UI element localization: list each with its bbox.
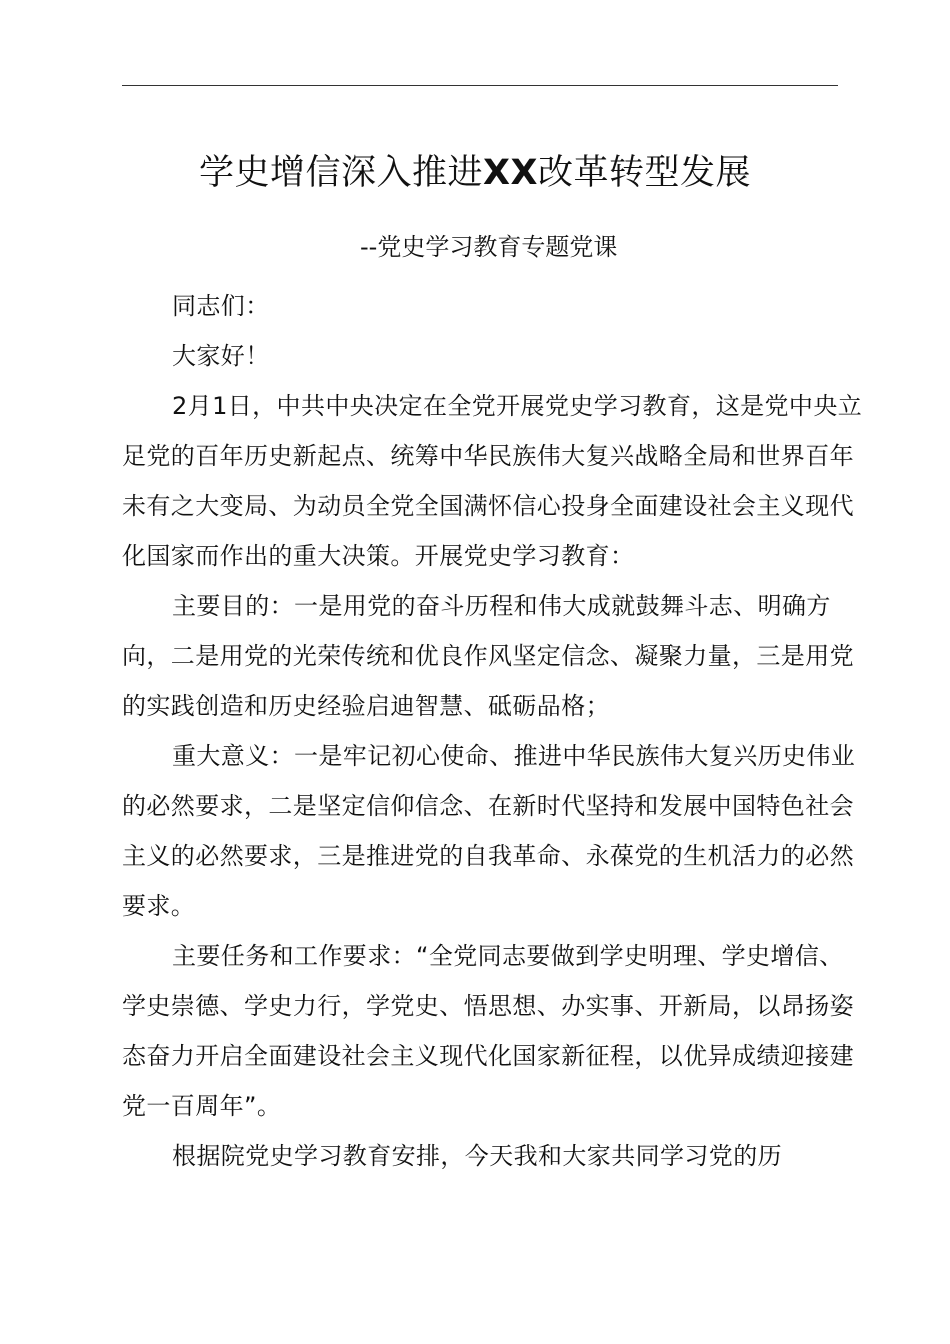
document-subtitle: --党史学习教育专题党课 <box>360 233 618 261</box>
purpose-paragraph: 主要目的：一是用党的奋斗历程和伟大成就鼓舞斗志、明确方向，二是用党的光荣传统和优良作风坚定信念、凝聚力量，三是用党的实践创造和历史经验启迪智慧、砥砺品格； <box>122 592 854 720</box>
header-rule <box>122 85 838 86</box>
document-title <box>0 148 950 198</box>
document-body <box>122 281 867 1181</box>
title-prefix: 学史增信深入推进 <box>198 153 483 193</box>
tasks-paragraph: 主要任务和工作要求：“全党同志要做到学史明理、学史增信、学史崇德、学史力行，学党史、悟思想、办实事、开新局，以昂扬姿态奋力开启全面建设社会主义现代化国家新征程，以优异成绩迎接建党一百周年”。 <box>122 942 854 1120</box>
significance-paragraph: 重大意义：一是牢记初心使命、推进中华民族伟大复兴历史伟业的必然要求，二是坚定信仰信念、在新时代坚持和发展中国特色社会主义的必然要求，三是推进党的自我革命、永葆党的生机活力的必然要求。 <box>122 742 856 920</box>
salutation-paragraph: 大家好！ <box>172 342 270 370</box>
greeting-paragraph: 同志们： <box>172 292 270 320</box>
arrangement-paragraph: 根据院党史学习教育安排，今天我和大家共同学习党的历 <box>172 1142 782 1170</box>
title-xx: XX <box>483 153 538 193</box>
intro-paragraph: 2月1日，中共中央决定在全党开展党史学习教育，这是党中央立足党的百年历史新起点、统筹中华民族伟大复兴战略全局和世界百年未有之大变局、为动员全党全国满怀信心投身全面建设社会主义现代化国家而作出的重大决策。开展党史学习教育： <box>122 392 863 570</box>
title-suffix: 改革转型发展 <box>537 153 751 193</box>
